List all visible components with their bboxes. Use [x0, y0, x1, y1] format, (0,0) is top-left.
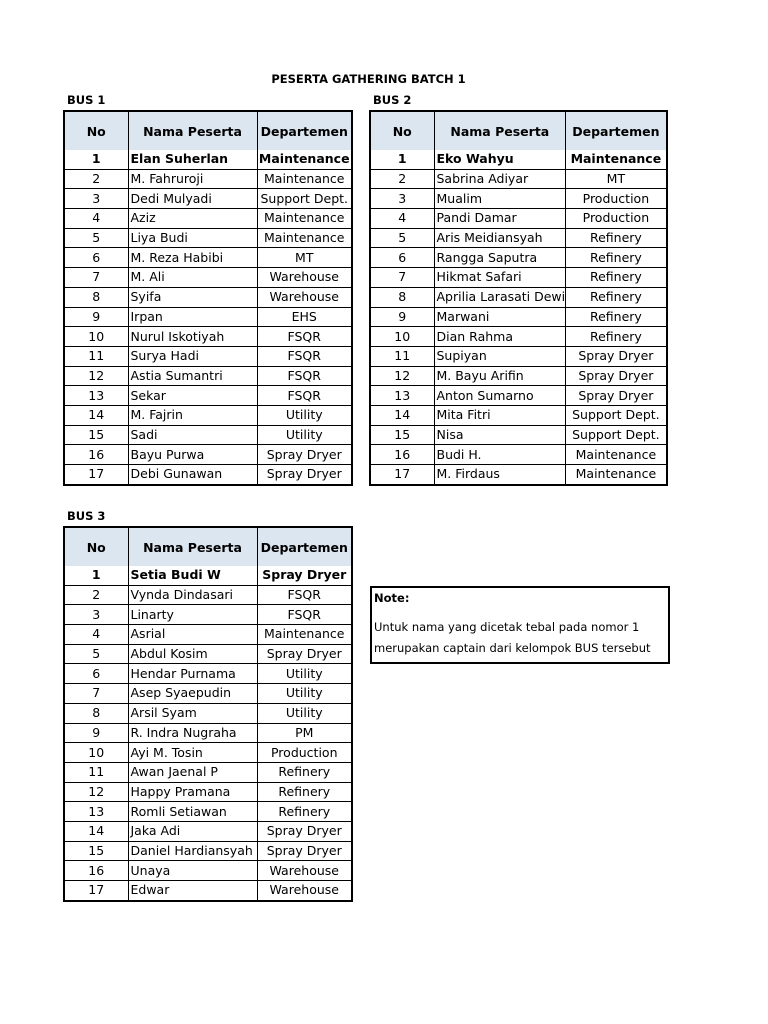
participant-department: Maintenance — [566, 465, 667, 485]
participant-number: 12 — [370, 366, 434, 386]
participant-department: Warehouse — [257, 268, 352, 288]
participant-department: Refinery — [566, 268, 667, 288]
participant-name: Syifa — [128, 287, 257, 307]
participant-name: Hikmat Safari — [434, 268, 566, 288]
participant-department: Support Dept. — [566, 405, 667, 425]
table-row — [64, 287, 352, 307]
participant-department: FSQR — [257, 605, 352, 625]
table-row — [370, 209, 667, 229]
table-row — [370, 169, 667, 189]
table-row — [64, 861, 352, 881]
participant-number: 10 — [64, 327, 128, 347]
table-row-captain — [370, 150, 667, 169]
participant-department: Spray Dryer — [257, 841, 352, 861]
participant-number: 6 — [64, 664, 128, 684]
participant-number: 7 — [370, 268, 434, 288]
participant-number: 15 — [64, 425, 128, 445]
table-row — [64, 307, 352, 327]
participant-name: Dedi Mulyadi — [128, 189, 257, 209]
participant-number: 17 — [64, 881, 128, 901]
participant-department: Maintenance — [257, 150, 352, 169]
participant-number: 2 — [64, 169, 128, 189]
table-row — [64, 425, 352, 445]
participant-name: Marwani — [434, 307, 566, 327]
table-row — [64, 465, 352, 485]
participant-department: Spray Dryer — [566, 386, 667, 406]
table-row — [370, 248, 667, 268]
participant-department: Spray Dryer — [566, 346, 667, 366]
table-row — [64, 625, 352, 645]
participant-department: MT — [257, 248, 352, 268]
column-header-no: No — [64, 111, 128, 150]
participant-department: MT — [566, 169, 667, 189]
participant-name: M. Ali — [128, 268, 257, 288]
table-row — [64, 821, 352, 841]
participant-name: Mualim — [434, 189, 566, 209]
participant-name: Happy Pramana — [128, 782, 257, 802]
participant-name: M. Fahruroji — [128, 169, 257, 189]
note-box — [370, 586, 670, 664]
participant-number: 17 — [64, 465, 128, 485]
participant-number: 15 — [64, 841, 128, 861]
participant-number: 3 — [64, 189, 128, 209]
participant-name: Bayu Purwa — [128, 445, 257, 465]
participant-number: 14 — [64, 821, 128, 841]
table-row — [64, 169, 352, 189]
table-row — [64, 209, 352, 229]
participant-number: 3 — [370, 189, 434, 209]
bus-3-table — [63, 526, 353, 902]
participant-name: Supiyan — [434, 346, 566, 366]
table-row — [64, 327, 352, 347]
participant-department: FSQR — [257, 386, 352, 406]
participant-name: Nisa — [434, 425, 566, 445]
table-row — [64, 248, 352, 268]
participant-number: 13 — [370, 386, 434, 406]
participant-number: 9 — [370, 307, 434, 327]
participant-department: Warehouse — [257, 861, 352, 881]
participant-department: Refinery — [566, 307, 667, 327]
participant-department: FSQR — [257, 366, 352, 386]
participant-name: Vynda Dindasari — [128, 585, 257, 605]
participant-number: 12 — [64, 782, 128, 802]
table-row — [370, 189, 667, 209]
participant-number: 8 — [64, 287, 128, 307]
participant-name: Romli Setiawan — [128, 802, 257, 822]
participant-name: Anton Sumarno — [434, 386, 566, 406]
participant-department: Maintenance — [257, 209, 352, 229]
table-row — [64, 585, 352, 605]
note-text-line-2: merupakan captain dari kelompok BUS tersebut — [374, 641, 651, 655]
participant-number: 6 — [370, 248, 434, 268]
column-header-no: No — [370, 111, 434, 150]
column-header-dept: Departemen — [257, 111, 352, 150]
column-header-name: Nama Peserta — [128, 527, 257, 566]
participant-number: 7 — [64, 268, 128, 288]
column-header-name: Nama Peserta — [128, 111, 257, 150]
participant-number: 15 — [370, 425, 434, 445]
participant-number: 4 — [370, 209, 434, 229]
participant-department: Support Dept. — [566, 425, 667, 445]
table-row — [370, 268, 667, 288]
participant-name: Jaka Adi — [128, 821, 257, 841]
table-row — [64, 782, 352, 802]
participant-name: Elan Suherlan — [128, 150, 257, 169]
participant-department: Maintenance — [257, 169, 352, 189]
participant-name: Asep Syaepudin — [128, 684, 257, 704]
participant-department: Maintenance — [257, 228, 352, 248]
participant-name: Setia Budi W — [128, 566, 257, 585]
participant-department: FSQR — [257, 346, 352, 366]
participant-department: Refinery — [257, 802, 352, 822]
participant-department: PM — [257, 723, 352, 743]
participant-name: Aris Meidiansyah — [434, 228, 566, 248]
participant-name: Asrial — [128, 625, 257, 645]
table-row — [64, 664, 352, 684]
participant-department: Maintenance — [566, 445, 667, 465]
column-header-name: Nama Peserta — [434, 111, 566, 150]
participant-number: 9 — [64, 723, 128, 743]
table-row — [370, 425, 667, 445]
participant-name: Unaya — [128, 861, 257, 881]
participant-number: 2 — [64, 585, 128, 605]
participant-name: M. Fajrin — [128, 405, 257, 425]
table-row-captain — [64, 150, 352, 169]
table-row — [370, 465, 667, 485]
participant-number: 5 — [370, 228, 434, 248]
table-row — [64, 644, 352, 664]
participant-department: Spray Dryer — [257, 821, 352, 841]
participant-number: 5 — [64, 644, 128, 664]
participant-department: Refinery — [566, 327, 667, 347]
participant-number: 13 — [64, 386, 128, 406]
participant-department: Production — [566, 209, 667, 229]
participant-name: Arsil Syam — [128, 703, 257, 723]
participant-number: 14 — [370, 405, 434, 425]
participant-number: 8 — [64, 703, 128, 723]
participant-name: Aprilia Larasati Dewi — [434, 287, 566, 307]
participant-number: 7 — [64, 684, 128, 704]
table-row — [64, 228, 352, 248]
participant-department: Refinery — [566, 287, 667, 307]
participant-department: Warehouse — [257, 881, 352, 901]
participant-number: 3 — [64, 605, 128, 625]
column-header-dept: Departemen — [566, 111, 667, 150]
table-row — [370, 405, 667, 425]
participant-department: FSQR — [257, 585, 352, 605]
note-text-line-1: Untuk nama yang dicetak tebal pada nomor 1 — [374, 620, 640, 634]
participant-name: Sekar — [128, 386, 257, 406]
participant-number: 13 — [64, 802, 128, 822]
table-row-captain — [64, 566, 352, 585]
participant-department: Utility — [257, 684, 352, 704]
participant-number: 1 — [370, 150, 434, 169]
participant-name: R. Indra Nugraha — [128, 723, 257, 743]
participant-name: Edwar — [128, 881, 257, 901]
table-row — [370, 445, 667, 465]
participant-name: Budi H. — [434, 445, 566, 465]
participant-name: Rangga Saputra — [434, 248, 566, 268]
participant-department: Refinery — [566, 228, 667, 248]
participant-department: FSQR — [257, 327, 352, 347]
table-row — [370, 307, 667, 327]
participant-number: 10 — [370, 327, 434, 347]
participant-number: 16 — [370, 445, 434, 465]
table-row — [370, 386, 667, 406]
table-row — [64, 346, 352, 366]
participant-department: Refinery — [257, 782, 352, 802]
table-row — [370, 228, 667, 248]
participant-department: Spray Dryer — [257, 566, 352, 585]
table-row — [370, 366, 667, 386]
participant-name: Irpan — [128, 307, 257, 327]
participant-department: Maintenance — [566, 150, 667, 169]
participant-number: 6 — [64, 248, 128, 268]
participant-department: Spray Dryer — [566, 366, 667, 386]
participant-name: Liya Budi — [128, 228, 257, 248]
bus-2-label: BUS 2 — [373, 93, 412, 107]
table-row — [370, 346, 667, 366]
table-row — [64, 762, 352, 782]
participant-number: 4 — [64, 209, 128, 229]
table-row — [64, 743, 352, 763]
table-row — [64, 684, 352, 704]
participant-number: 4 — [64, 625, 128, 645]
participant-department: Utility — [257, 425, 352, 445]
participant-name: Astia Sumantri — [128, 366, 257, 386]
participant-number: 5 — [64, 228, 128, 248]
participant-department: Utility — [257, 664, 352, 684]
participant-name: Mita Fitri — [434, 405, 566, 425]
participant-name: M. Bayu Arifin — [434, 366, 566, 386]
participant-department: Maintenance — [257, 625, 352, 645]
participant-department: Spray Dryer — [257, 465, 352, 485]
participant-department: Refinery — [257, 762, 352, 782]
participant-name: Sadi — [128, 425, 257, 445]
participant-name: Hendar Purnama — [128, 664, 257, 684]
table-row — [64, 366, 352, 386]
participant-number: 1 — [64, 566, 128, 585]
table-row — [64, 605, 352, 625]
participant-name: Abdul Kosim — [128, 644, 257, 664]
participant-name: M. Firdaus — [434, 465, 566, 485]
participant-name: Dian Rahma — [434, 327, 566, 347]
table-row — [64, 405, 352, 425]
column-header-dept: Departemen — [257, 527, 352, 566]
participant-number: 9 — [64, 307, 128, 327]
participant-name: Linarty — [128, 605, 257, 625]
participant-number: 1 — [64, 150, 128, 169]
participant-number: 11 — [370, 346, 434, 366]
participant-department: Utility — [257, 405, 352, 425]
participant-department: EHS — [257, 307, 352, 327]
participant-number: 11 — [64, 762, 128, 782]
table-row — [64, 802, 352, 822]
participant-number: 2 — [370, 169, 434, 189]
participant-number: 12 — [64, 366, 128, 386]
table-row — [370, 287, 667, 307]
bus-1-table — [63, 110, 353, 486]
table-row — [64, 445, 352, 465]
participant-department: Spray Dryer — [257, 445, 352, 465]
document-title: PESERTA GATHERING BATCH 1 — [271, 72, 466, 86]
table-row — [370, 327, 667, 347]
participant-department: Spray Dryer — [257, 644, 352, 664]
bus-2-table — [369, 110, 668, 486]
participant-department: Refinery — [566, 248, 667, 268]
participant-name: Aziz — [128, 209, 257, 229]
note-title: Note: — [374, 591, 410, 605]
participant-name: Daniel Hardiansyah — [128, 841, 257, 861]
participant-number: 16 — [64, 445, 128, 465]
participant-number: 16 — [64, 861, 128, 881]
participant-name: Nurul Iskotiyah — [128, 327, 257, 347]
participant-name: Surya Hadi — [128, 346, 257, 366]
participant-number: 14 — [64, 405, 128, 425]
participant-number: 11 — [64, 346, 128, 366]
participant-department: Production — [566, 189, 667, 209]
participant-department: Production — [257, 743, 352, 763]
participant-department: Utility — [257, 703, 352, 723]
participant-name: Pandi Damar — [434, 209, 566, 229]
table-row — [64, 703, 352, 723]
participant-name: M. Reza Habibi — [128, 248, 257, 268]
participant-name: Ayi M. Tosin — [128, 743, 257, 763]
bus-1-label: BUS 1 — [67, 93, 106, 107]
table-row — [64, 189, 352, 209]
table-row — [64, 268, 352, 288]
participant-name: Eko Wahyu — [434, 150, 566, 169]
column-header-no: No — [64, 527, 128, 566]
participant-name: Awan Jaenal P — [128, 762, 257, 782]
table-row — [64, 881, 352, 901]
participant-name: Debi Gunawan — [128, 465, 257, 485]
table-row — [64, 723, 352, 743]
participant-department: Warehouse — [257, 287, 352, 307]
table-row — [64, 841, 352, 861]
bus-3-label: BUS 3 — [67, 509, 106, 523]
table-row — [64, 386, 352, 406]
participant-department: Support Dept. — [257, 189, 352, 209]
participant-number: 17 — [370, 465, 434, 485]
participant-number: 8 — [370, 287, 434, 307]
participant-name: Sabrina Adiyar — [434, 169, 566, 189]
participant-number: 10 — [64, 743, 128, 763]
